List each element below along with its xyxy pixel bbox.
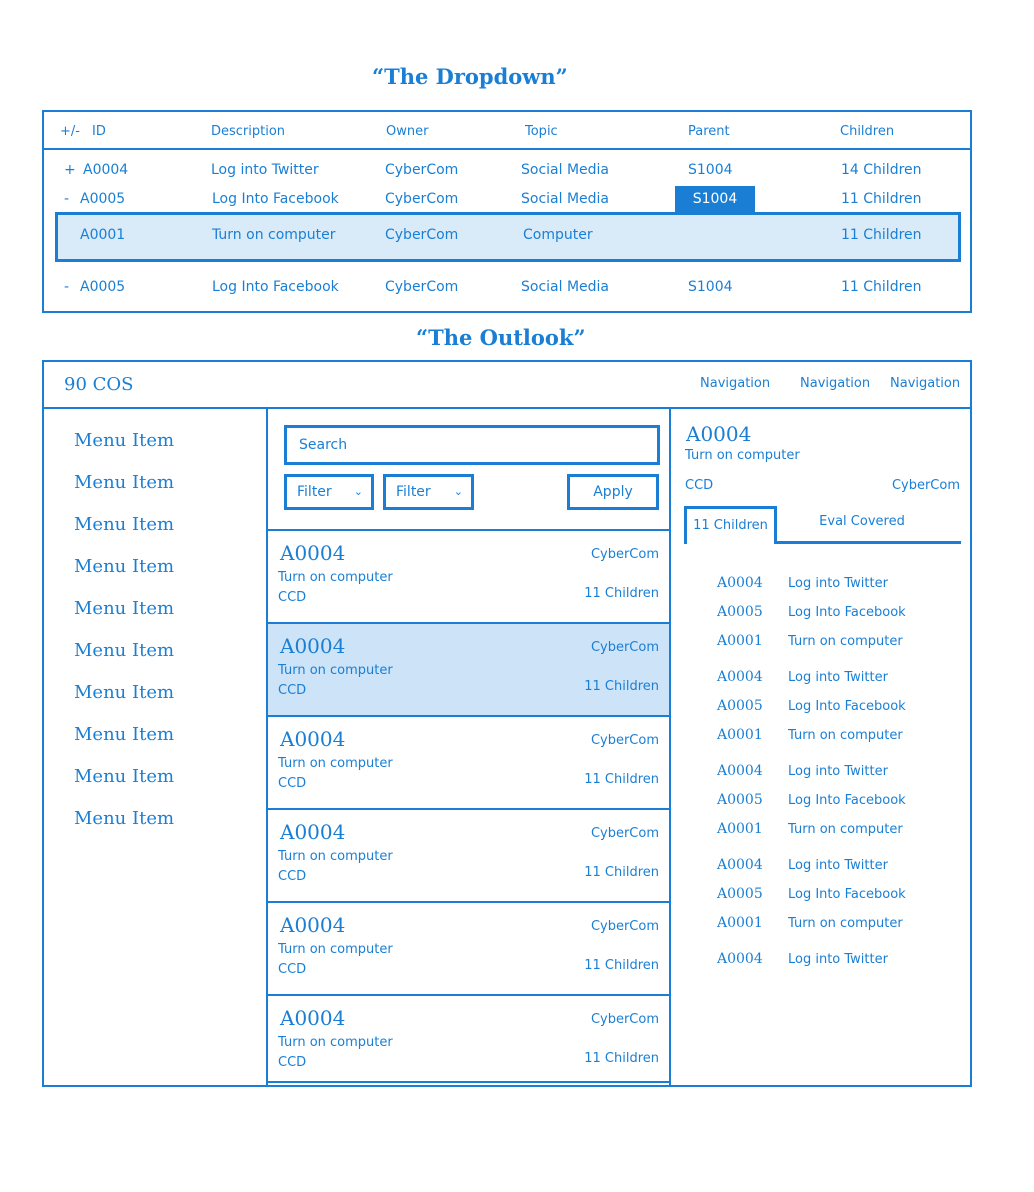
child-id[interactable]: A0004	[717, 669, 763, 685]
item-description: Turn on computer	[278, 756, 393, 771]
item-owner: CyberCom	[590, 733, 659, 748]
list-item[interactable]	[268, 810, 669, 903]
tab-eval-covered[interactable]: Eval Covered	[819, 514, 905, 529]
detail-id: A0004	[686, 422, 752, 446]
row-topic: Social Media	[521, 191, 610, 207]
row-topic: Computer	[523, 227, 593, 243]
item-topic: CCD	[278, 776, 307, 791]
item-children: 11 Children	[584, 958, 659, 973]
search-input[interactable]: Search	[284, 425, 660, 465]
item-owner: CyberCom	[590, 919, 659, 934]
child-id[interactable]: A0004	[717, 857, 763, 873]
child-description[interactable]: Log Into Facebook	[788, 699, 906, 714]
item-id: A0004	[280, 1006, 346, 1030]
selected-child-row[interactable]	[55, 212, 961, 262]
header-owner[interactable]: Owner	[386, 124, 429, 139]
child-id[interactable]: A0004	[717, 575, 763, 591]
item-id: A0004	[280, 727, 346, 751]
sidebar-menu-item[interactable]: Menu Item	[74, 682, 175, 703]
item-owner: CyberCom	[590, 547, 659, 562]
item-topic: CCD	[278, 962, 307, 977]
row-collapse-toggle[interactable]: -	[64, 279, 70, 295]
row-id[interactable]: A0001	[80, 227, 126, 243]
row-parent[interactable]: S1004	[688, 162, 733, 178]
row-parent-highlighted[interactable]: S1004	[675, 186, 755, 212]
item-description: Turn on computer	[278, 663, 393, 678]
nav-link[interactable]: Navigation	[700, 376, 771, 391]
item-children: 11 Children	[584, 772, 659, 787]
filter-select[interactable]	[383, 474, 474, 510]
child-description[interactable]: Log into Twitter	[788, 670, 888, 685]
header-toggle: +/-	[60, 124, 80, 139]
item-description: Turn on computer	[278, 942, 393, 957]
row-owner: CyberCom	[385, 162, 459, 178]
item-description: Turn on computer	[278, 1035, 393, 1050]
child-id[interactable]: A0001	[717, 633, 763, 649]
item-topic: CCD	[278, 1055, 307, 1070]
list-bottom-divider	[268, 1081, 669, 1085]
sidebar-menu-item[interactable]: Menu Item	[74, 430, 175, 451]
outlook-window	[42, 360, 972, 1087]
child-id[interactable]: A0001	[717, 821, 763, 837]
item-id: A0004	[280, 541, 346, 565]
child-description[interactable]: Turn on computer	[788, 634, 903, 649]
row-description: Turn on computer	[212, 227, 336, 243]
child-description[interactable]: Turn on computer	[788, 728, 903, 743]
header-topic[interactable]: Topic	[525, 124, 558, 139]
sidebar-menu-item[interactable]: Menu Item	[74, 598, 175, 619]
header-divider	[44, 407, 970, 409]
row-children[interactable]: 11 Children	[841, 227, 922, 243]
child-id[interactable]: A0004	[717, 951, 763, 967]
list-item[interactable]	[268, 903, 669, 996]
sidebar-menu-item[interactable]: Menu Item	[74, 556, 175, 577]
row-children[interactable]: 11 Children	[841, 191, 922, 207]
tab-children[interactable]: 11 Children	[684, 506, 777, 544]
sidebar-menu-item[interactable]: Menu Item	[74, 724, 175, 745]
child-description[interactable]: Log into Twitter	[788, 858, 888, 873]
row-id[interactable]: A0004	[83, 162, 129, 178]
item-description: Turn on computer	[278, 570, 393, 585]
list-item[interactable]	[268, 717, 669, 810]
child-id[interactable]: A0005	[717, 792, 763, 808]
outlook-title: “The Outlook”	[416, 325, 586, 350]
nav-link[interactable]: Navigation	[800, 376, 871, 391]
apply-button[interactable]: Apply	[567, 474, 659, 510]
child-description[interactable]: Log into Twitter	[788, 764, 888, 779]
child-id[interactable]: A0001	[717, 727, 763, 743]
item-children: 11 Children	[584, 1051, 659, 1066]
chevron-down-icon: ⌄	[453, 485, 463, 498]
item-children: 11 Children	[584, 865, 659, 880]
child-description[interactable]: Log Into Facebook	[788, 887, 906, 902]
list-item[interactable]	[268, 531, 669, 624]
row-parent[interactable]: S1004	[688, 279, 733, 295]
dropdown-title: “The Dropdown”	[372, 64, 568, 89]
child-id[interactable]: A0001	[717, 915, 763, 931]
sidebar-menu-item[interactable]: Menu Item	[74, 472, 175, 493]
filter-label: Filter	[297, 484, 332, 500]
detail-owner: CyberCom	[891, 478, 960, 493]
list-item[interactable]	[268, 996, 669, 1089]
child-id[interactable]: A0005	[717, 886, 763, 902]
item-owner: CyberCom	[590, 826, 659, 841]
brand-logo[interactable]: 90 COS	[64, 374, 134, 395]
header-id[interactable]: ID	[92, 124, 106, 139]
item-topic: CCD	[278, 590, 307, 605]
row-children[interactable]: 14 Children	[841, 162, 922, 178]
row-owner: CyberCom	[385, 227, 459, 243]
row-description: Log into Twitter	[211, 162, 319, 178]
child-description[interactable]: Turn on computer	[788, 916, 903, 931]
nav-link[interactable]: Navigation	[890, 376, 961, 391]
row-children[interactable]: 11 Children	[841, 279, 922, 295]
sidebar-menu-item[interactable]: Menu Item	[74, 640, 175, 661]
tab-underline	[777, 541, 961, 544]
row-description: Log Into Facebook	[212, 191, 339, 207]
detail-topic: CCD	[685, 478, 714, 493]
header-children[interactable]: Children	[840, 124, 895, 139]
item-owner: CyberCom	[590, 1012, 659, 1027]
row-expand-toggle[interactable]: +	[64, 162, 76, 178]
header-divider	[44, 148, 970, 150]
row-description: Log Into Facebook	[212, 279, 339, 295]
chevron-down-icon: ⌄	[353, 485, 363, 498]
item-owner: CyberCom	[590, 640, 659, 655]
row-id[interactable]: A0005	[80, 279, 126, 295]
filter-label: Filter	[396, 484, 431, 500]
row-owner: CyberCom	[385, 279, 459, 295]
item-id: A0004	[280, 913, 346, 937]
row-id[interactable]: A0005	[80, 191, 126, 207]
item-topic: CCD	[278, 869, 307, 884]
header-description[interactable]: Description	[211, 124, 286, 139]
item-children: 11 Children	[584, 679, 659, 694]
item-id: A0004	[280, 634, 346, 658]
item-children: 11 Children	[584, 586, 659, 601]
item-description: Turn on computer	[278, 849, 393, 864]
filter-select[interactable]	[284, 474, 374, 510]
child-description[interactable]: Log into Twitter	[788, 576, 888, 591]
sidebar-menu-item[interactable]: Menu Item	[74, 514, 175, 535]
child-description[interactable]: Turn on computer	[788, 822, 903, 837]
child-description[interactable]: Log Into Facebook	[788, 793, 906, 808]
sidebar-menu-item[interactable]: Menu Item	[74, 766, 175, 787]
sidebar-menu-item[interactable]: Menu Item	[74, 808, 175, 829]
row-topic: Social Media	[521, 279, 610, 295]
child-id[interactable]: A0005	[717, 698, 763, 714]
child-id[interactable]: A0005	[717, 604, 763, 620]
dropdown-table	[42, 110, 972, 313]
list-divider	[669, 407, 671, 1085]
list-item-selected[interactable]	[268, 624, 669, 717]
row-owner: CyberCom	[385, 191, 459, 207]
child-id[interactable]: A0004	[717, 763, 763, 779]
row-collapse-toggle[interactable]: -	[64, 191, 70, 207]
header-parent[interactable]: Parent	[688, 124, 730, 139]
detail-description: Turn on computer	[685, 448, 800, 463]
child-description[interactable]: Log Into Facebook	[788, 605, 906, 620]
row-topic: Social Media	[521, 162, 610, 178]
child-description[interactable]: Log into Twitter	[788, 952, 888, 967]
item-id: A0004	[280, 820, 346, 844]
item-topic: CCD	[278, 683, 307, 698]
